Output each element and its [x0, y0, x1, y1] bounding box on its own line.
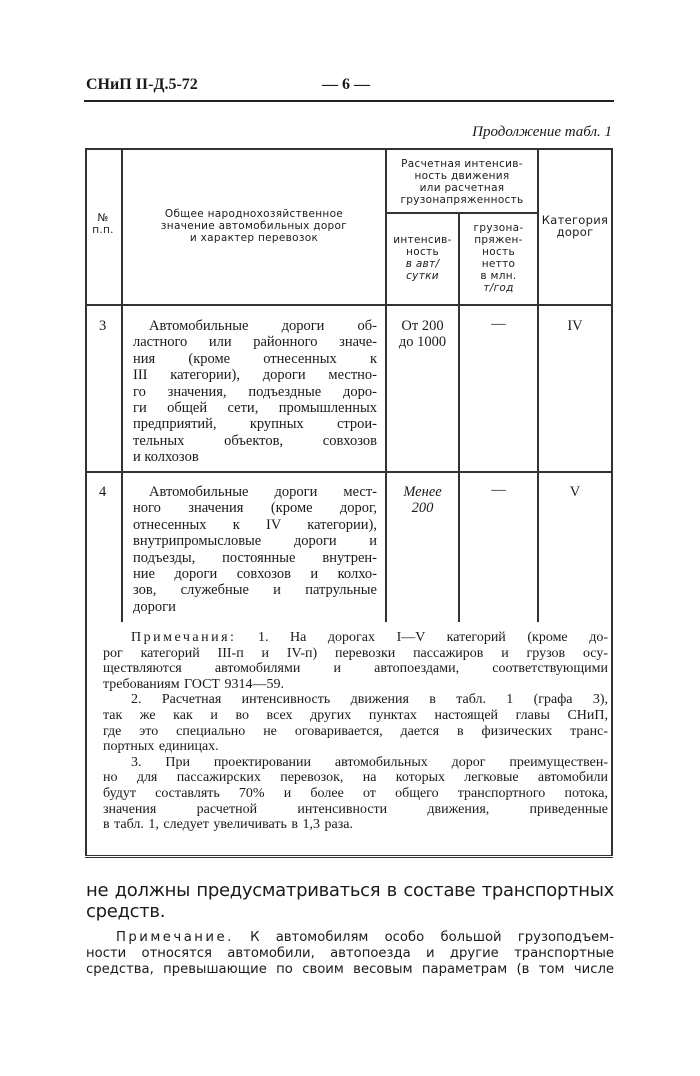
text-line: требованиям ГОСТ 9314—59.	[103, 676, 284, 692]
text-line: будут составлять 70% и более от общего транспортного потока,	[103, 785, 608, 801]
text-line: не должны предусматриваться в составе транспортных	[86, 880, 614, 901]
text-line: т/год	[483, 282, 514, 294]
text-line: дорог	[556, 225, 594, 239]
text-line: средства, превышающие по своим весовым параметрам (в том числе	[86, 962, 614, 977]
text-line: до 1000	[398, 334, 447, 351]
header-design-intensity	[387, 158, 537, 206]
text-line: рог категорий III-п и IV-п) перевозки пассажиров и грузов осу-	[103, 645, 608, 661]
text-line: подъезды, постоянные внутрен-	[133, 549, 377, 566]
text-line: п.п.	[92, 224, 114, 236]
row-number: 4	[99, 484, 107, 500]
note-3	[103, 755, 608, 833]
text-line: Автомобильные дороги об-	[149, 318, 377, 334]
text-line: 2. Расчетная интенсивность движения в табл. 1 (графа 3),	[131, 692, 608, 708]
text-line: где это специально не оговаривается, дается в физических транс-	[103, 723, 608, 739]
text-line: ного значения (кроме дорог,	[133, 500, 377, 517]
text-line: ние дороги совхозов и колхо-	[133, 566, 377, 583]
text-line: Автомобильные дороги мест-	[149, 484, 377, 500]
text-line: ластного или районного значе-	[133, 334, 377, 351]
row-number: 3	[99, 318, 107, 334]
row-intensity	[387, 318, 458, 351]
header-rule	[84, 100, 614, 102]
column-divider	[385, 150, 387, 622]
text-line: ность	[406, 246, 439, 258]
text-line: Менее	[403, 484, 442, 500]
header-category	[539, 214, 611, 238]
text-line: го значения, подъездные доро-	[133, 383, 377, 400]
header-load	[460, 222, 537, 294]
text-line: внутрипромысловые дороги и	[133, 533, 377, 550]
table-notes	[103, 630, 608, 833]
header-intensity	[387, 234, 458, 282]
text-line: ния (кроме отнесенных к	[133, 350, 377, 367]
header-divider	[385, 212, 537, 214]
text-line: Расчетная интенсив-	[401, 158, 523, 170]
header-description	[123, 208, 385, 244]
text-line: Общее народнохозяйственное	[164, 208, 344, 220]
text-line: отнесенных к IV категории),	[133, 516, 377, 533]
text-line: или расчетная	[419, 182, 505, 194]
row-description	[133, 484, 377, 615]
text-line: грузона-	[473, 222, 524, 234]
text-line: Примечание. К автомобилям особо большой грузоподъем-	[116, 930, 614, 945]
text-line: ность	[482, 246, 515, 258]
table-border-right	[611, 150, 613, 855]
header-number	[85, 212, 121, 236]
header-bottom-rule	[85, 304, 613, 306]
row-description	[133, 318, 377, 466]
text-line: сутки	[406, 270, 439, 282]
row-category: IV	[567, 318, 583, 334]
text-line: тельных объектов, совхозов	[133, 432, 377, 449]
text-line: ности относятся автомобили, автопоезда и другие транспортные	[86, 946, 614, 961]
text-line: III категории), дороги местно-	[133, 367, 377, 384]
text-line: нетто	[481, 258, 516, 270]
text-line: значения расчетной интенсивности движения, приведенные	[103, 801, 608, 817]
text-line: интенсив-	[393, 234, 452, 246]
text-line: Примечания: 1. На дорогах I—V категорий (кроме до-	[131, 630, 608, 645]
text-line: 3. При проектировании автомобильных дорог преимуществен-	[131, 754, 608, 770]
document-code: СНиП II-Д.5-72	[86, 76, 198, 93]
text-line: №	[97, 212, 109, 224]
text-line: в млн.	[480, 270, 517, 282]
text-line: предприятий, крупных строи-	[133, 416, 377, 433]
row-intensity	[387, 484, 458, 517]
text-line: дороги	[133, 598, 176, 615]
text-line: ность движения	[414, 170, 510, 182]
note-1	[103, 630, 608, 692]
text-line: но для пассажирских перевозок, на которых легковые автомобили	[103, 770, 608, 786]
text-line: в авт/	[405, 258, 440, 270]
row-load: —	[491, 482, 506, 498]
page-number: — 6 —	[322, 76, 370, 93]
text-line: так же как и во всех других пунктах настоящей главы СНиП,	[103, 707, 608, 723]
table-border-left	[85, 622, 87, 855]
note-heading: Примечание.	[116, 930, 234, 945]
text-line: 200	[411, 500, 434, 517]
table	[85, 148, 613, 858]
text-line: зов, служебные и патрульные	[133, 582, 377, 599]
text-line: и колхозов	[133, 449, 199, 466]
body-paragraph	[86, 880, 614, 922]
row-load: —	[491, 316, 506, 332]
text-line: ществляются автомобилями и автопоездами, соответствующими	[103, 661, 608, 677]
text-line: в табл. 1, следует увеличивать в 1,3 раза.	[103, 817, 353, 833]
note-heading: Примечания:	[131, 630, 237, 645]
row-category: V	[569, 484, 581, 500]
text-line: пряжен-	[474, 234, 523, 246]
note-2	[103, 692, 608, 754]
text-line: значение автомобильных дорог	[160, 220, 348, 232]
note-paragraph	[86, 930, 614, 978]
text-line: средств.	[86, 901, 166, 922]
table-continuation-label: Продолжение табл. 1	[472, 124, 612, 140]
text-line: От 200	[401, 318, 444, 334]
text-line: ги общей сети, промышленных	[133, 400, 377, 417]
text-line: Категория	[541, 213, 609, 227]
text-line: и характер перевозок	[189, 232, 319, 244]
row-divider	[85, 471, 613, 473]
text-line: портных единицах.	[103, 739, 219, 755]
text-line: грузонапряженность	[400, 194, 524, 206]
